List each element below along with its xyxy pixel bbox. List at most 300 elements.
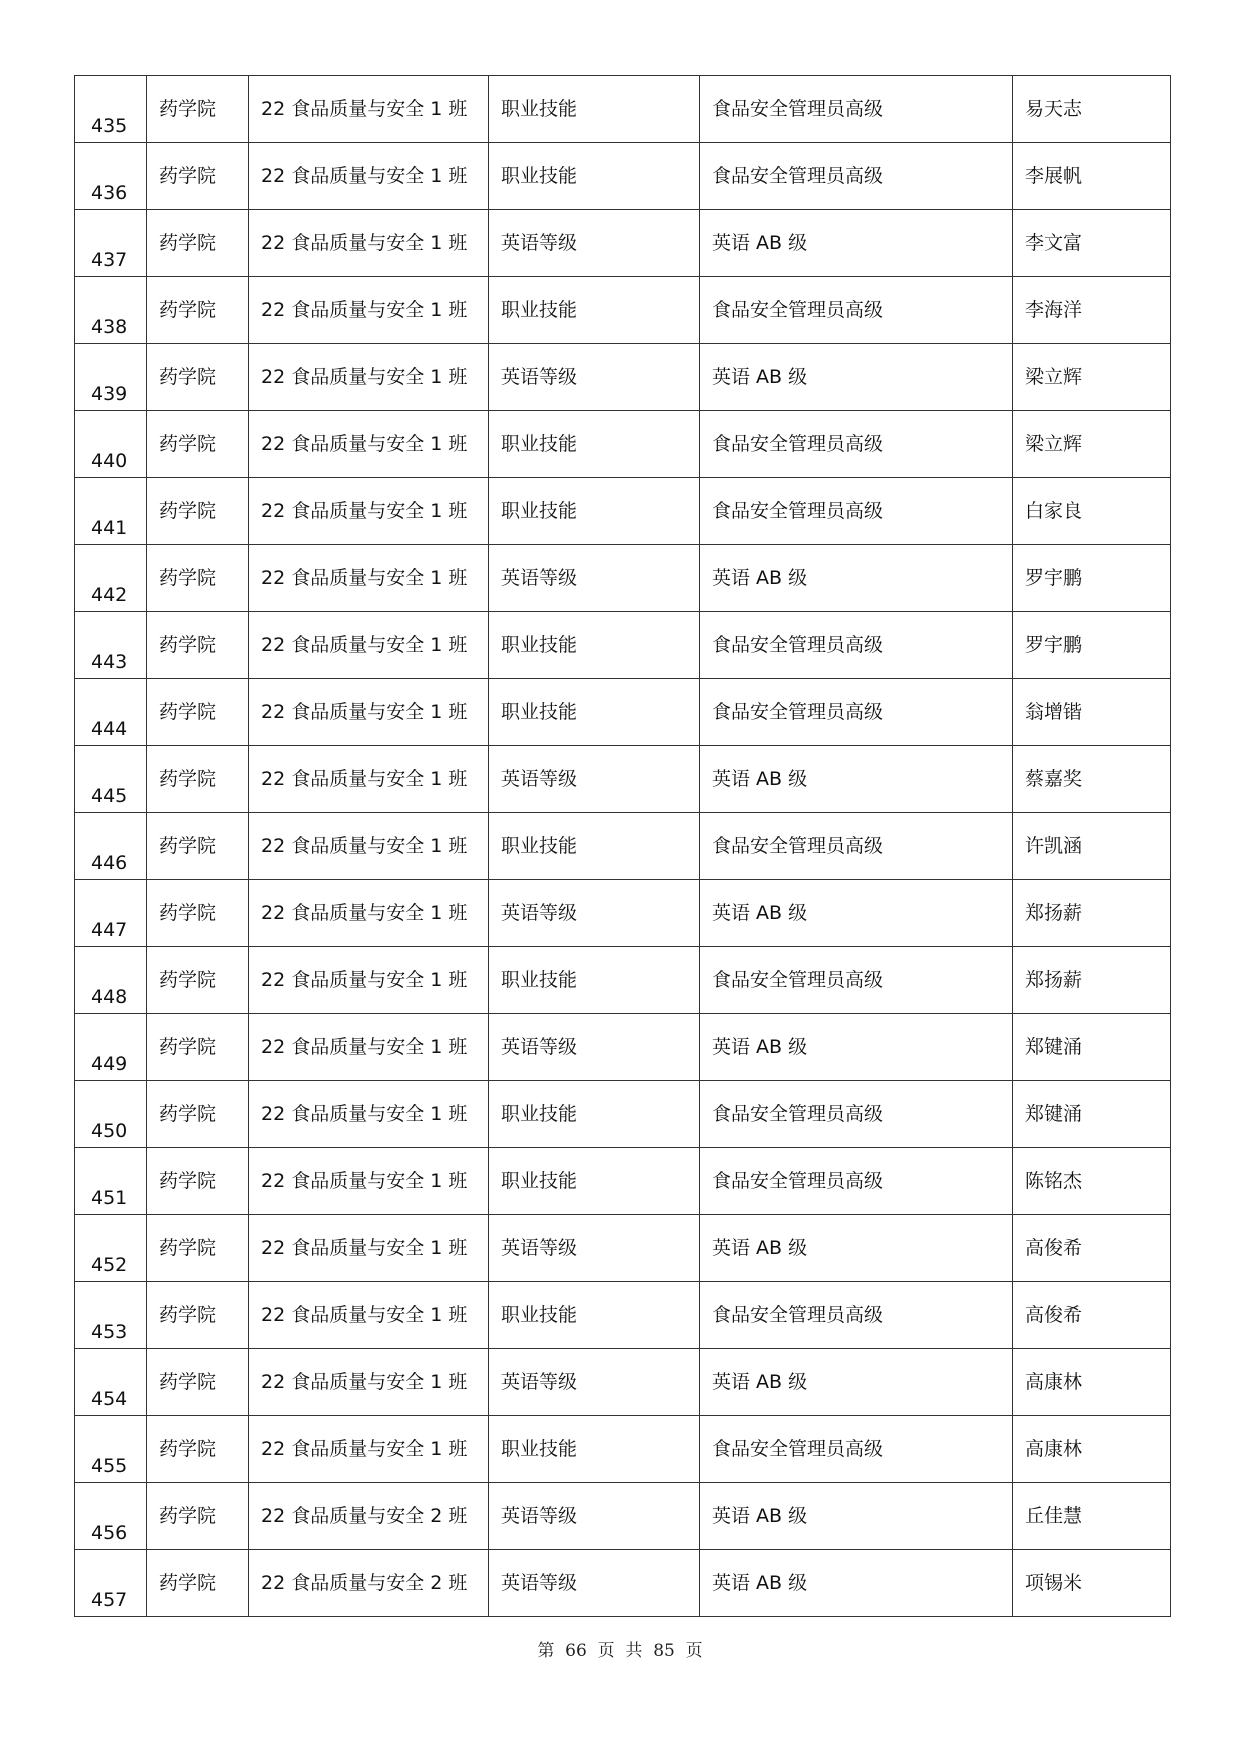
cell-college (147, 545, 249, 612)
cell-college-text: 药学院 (159, 232, 217, 254)
cell-category (489, 411, 700, 478)
cell-college-text: 药学院 (159, 969, 217, 991)
cell-class (249, 679, 489, 746)
cell-row-number-text: 446 (91, 852, 128, 874)
table-row (75, 210, 1171, 277)
table-row (75, 411, 1171, 478)
cell-row-number-text: 442 (91, 584, 128, 606)
cell-college-text: 药学院 (159, 299, 217, 321)
cell-certificate (700, 1349, 1013, 1416)
cell-student-name (1013, 1349, 1171, 1416)
cell-student-name-text: 高康林 (1025, 1438, 1083, 1460)
roster-sheet (74, 75, 1170, 1617)
cell-student-name (1013, 813, 1171, 880)
cell-student-name-text: 陈铭杰 (1025, 1170, 1083, 1192)
cell-certificate-text: 食品安全管理员高级 (712, 299, 884, 321)
cell-certificate (700, 1215, 1013, 1282)
cell-class-text: 22 食品质量与安全 1 班 (261, 299, 468, 321)
cell-certificate-text: 英语 AB 级 (712, 232, 808, 254)
cell-category (489, 947, 700, 1014)
cell-class (249, 277, 489, 344)
cell-college (147, 1014, 249, 1081)
cell-row-number-text: 457 (91, 1589, 128, 1611)
cell-class-text: 22 食品质量与安全 1 班 (261, 1036, 468, 1058)
cell-certificate-text: 食品安全管理员高级 (712, 969, 884, 991)
table-row (75, 1215, 1171, 1282)
cell-student-name-text: 李展帆 (1025, 165, 1083, 187)
cell-category (489, 679, 700, 746)
cell-college-text: 药学院 (159, 500, 217, 522)
cell-certificate (700, 1483, 1013, 1550)
cell-college (147, 746, 249, 813)
cell-college (147, 612, 249, 679)
cell-student-name (1013, 612, 1171, 679)
cell-college-text: 药学院 (159, 1103, 217, 1125)
cell-row-number (75, 1081, 147, 1148)
cell-certificate-text: 英语 AB 级 (712, 768, 808, 790)
cell-certificate (700, 1550, 1013, 1617)
table-row (75, 612, 1171, 679)
cell-college-text: 药学院 (159, 1036, 217, 1058)
cell-row-number-text: 441 (91, 517, 128, 539)
cell-student-name (1013, 411, 1171, 478)
cell-row-number (75, 411, 147, 478)
cell-category (489, 143, 700, 210)
cell-class (249, 210, 489, 277)
cell-class-text: 22 食品质量与安全 2 班 (261, 1572, 468, 1594)
cell-college (147, 277, 249, 344)
cell-class-text: 22 食品质量与安全 1 班 (261, 768, 468, 790)
cell-student-name-text: 高俊希 (1025, 1304, 1083, 1326)
cell-category (489, 210, 700, 277)
cell-category (489, 1349, 700, 1416)
cell-category-text: 英语等级 (501, 768, 578, 790)
cell-student-name-text: 罗宇鹏 (1025, 634, 1083, 656)
cell-category (489, 1550, 700, 1617)
cell-student-name (1013, 143, 1171, 210)
cell-category-text: 职业技能 (501, 98, 578, 120)
cell-certificate (700, 143, 1013, 210)
cell-college (147, 1081, 249, 1148)
cell-class-text: 22 食品质量与安全 1 班 (261, 567, 468, 589)
cell-class (249, 1148, 489, 1215)
cell-category (489, 612, 700, 679)
cell-class (249, 612, 489, 679)
cell-class (249, 545, 489, 612)
cell-category-text: 职业技能 (501, 1438, 578, 1460)
cell-class-text: 22 食品质量与安全 1 班 (261, 1170, 468, 1192)
table-row (75, 143, 1171, 210)
cell-certificate-text: 食品安全管理员高级 (712, 500, 884, 522)
cell-category (489, 545, 700, 612)
cell-row-number-text: 449 (91, 1053, 128, 1075)
cell-college (147, 1483, 249, 1550)
cell-row-number (75, 1349, 147, 1416)
cell-row-number (75, 277, 147, 344)
table-row (75, 1416, 1171, 1483)
cell-class-text: 22 食品质量与安全 1 班 (261, 634, 468, 656)
cell-college-text: 药学院 (159, 366, 217, 388)
cell-student-name-text: 高康林 (1025, 1371, 1083, 1393)
cell-college-text: 药学院 (159, 1371, 217, 1393)
cell-college-text: 药学院 (159, 98, 217, 120)
cell-student-name-text: 白家良 (1025, 500, 1083, 522)
cell-student-name-text: 郑键涌 (1025, 1103, 1083, 1125)
cell-row-number (75, 76, 147, 143)
cell-category (489, 1416, 700, 1483)
table-row (75, 679, 1171, 746)
table-row (75, 1349, 1171, 1416)
cell-college (147, 76, 249, 143)
table-body (75, 76, 1171, 1617)
cell-certificate (700, 880, 1013, 947)
cell-row-number (75, 545, 147, 612)
cell-class-text: 22 食品质量与安全 1 班 (261, 366, 468, 388)
cell-certificate (700, 411, 1013, 478)
cell-row-number (75, 1550, 147, 1617)
table-row (75, 813, 1171, 880)
cell-student-name-text: 丘佳慧 (1025, 1505, 1083, 1527)
cell-category-text: 英语等级 (501, 1371, 578, 1393)
cell-certificate-text: 食品安全管理员高级 (712, 433, 884, 455)
cell-class (249, 813, 489, 880)
cell-student-name-text: 梁立辉 (1025, 433, 1083, 455)
cell-class-text: 22 食品质量与安全 1 班 (261, 1371, 468, 1393)
cell-certificate (700, 210, 1013, 277)
cell-certificate-text: 食品安全管理员高级 (712, 835, 884, 857)
cell-row-number (75, 612, 147, 679)
cell-category-text: 职业技能 (501, 835, 578, 857)
cell-row-number-text: 435 (91, 115, 128, 137)
cell-certificate (700, 1081, 1013, 1148)
cell-certificate (700, 1416, 1013, 1483)
cell-college (147, 1349, 249, 1416)
cell-student-name (1013, 545, 1171, 612)
cell-student-name-text: 易天志 (1025, 98, 1083, 120)
cell-row-number (75, 746, 147, 813)
cell-row-number-text: 447 (91, 919, 128, 941)
cell-category-text: 英语等级 (501, 1572, 578, 1594)
cell-student-name (1013, 76, 1171, 143)
cell-row-number (75, 478, 147, 545)
page-footer (0, 1636, 1240, 1661)
cell-class-text: 22 食品质量与安全 1 班 (261, 1237, 468, 1259)
cell-class-text: 22 食品质量与安全 1 班 (261, 1304, 468, 1326)
cell-class-text: 22 食品质量与安全 1 班 (261, 98, 468, 120)
cell-category-text: 职业技能 (501, 299, 578, 321)
cell-row-number-text: 444 (91, 718, 128, 740)
cell-row-number-text: 456 (91, 1522, 128, 1544)
cell-certificate (700, 277, 1013, 344)
cell-row-number (75, 679, 147, 746)
cell-class (249, 1014, 489, 1081)
cell-student-name-text: 蔡嘉奖 (1025, 768, 1083, 790)
cell-class-text: 22 食品质量与安全 1 班 (261, 1103, 468, 1125)
cell-certificate-text: 英语 AB 级 (712, 1036, 808, 1058)
cell-class (249, 746, 489, 813)
cell-student-name (1013, 478, 1171, 545)
cell-college (147, 344, 249, 411)
cell-college (147, 1215, 249, 1282)
cell-student-name-text: 梁立辉 (1025, 366, 1083, 388)
cell-category (489, 1483, 700, 1550)
table-row (75, 880, 1171, 947)
cell-row-number (75, 1014, 147, 1081)
cell-class (249, 1349, 489, 1416)
cell-college (147, 143, 249, 210)
cell-class (249, 1416, 489, 1483)
cell-college-text: 药学院 (159, 768, 217, 790)
cell-category-text: 职业技能 (501, 1103, 578, 1125)
cell-student-name (1013, 1550, 1171, 1617)
cell-row-number-text: 455 (91, 1455, 128, 1477)
cell-college (147, 679, 249, 746)
cell-row-number-text: 438 (91, 316, 128, 338)
cell-row-number-text: 448 (91, 986, 128, 1008)
cell-row-number (75, 143, 147, 210)
cell-category-text: 英语等级 (501, 1237, 578, 1259)
cell-class (249, 411, 489, 478)
cell-certificate-text: 英语 AB 级 (712, 366, 808, 388)
cell-college (147, 210, 249, 277)
cell-row-number-text: 440 (91, 450, 128, 472)
cell-student-name-text: 项锡米 (1025, 1572, 1083, 1594)
cell-certificate (700, 746, 1013, 813)
cell-student-name (1013, 210, 1171, 277)
cell-row-number-text: 450 (91, 1120, 128, 1142)
cell-category-text: 英语等级 (501, 366, 578, 388)
cell-student-name-text: 李海洋 (1025, 299, 1083, 321)
cell-category (489, 813, 700, 880)
cell-college-text: 药学院 (159, 902, 217, 924)
table-row (75, 1483, 1171, 1550)
cell-certificate-text: 英语 AB 级 (712, 902, 808, 924)
cell-category (489, 344, 700, 411)
cell-certificate (700, 947, 1013, 1014)
cell-row-number-text: 437 (91, 249, 128, 271)
cell-class (249, 1282, 489, 1349)
cell-college-text: 药学院 (159, 1438, 217, 1460)
cell-class (249, 1550, 489, 1617)
cell-student-name (1013, 1483, 1171, 1550)
cell-college (147, 1282, 249, 1349)
cell-class (249, 947, 489, 1014)
table-row (75, 1550, 1171, 1617)
cell-class-text: 22 食品质量与安全 1 班 (261, 1438, 468, 1460)
cell-category-text: 职业技能 (501, 1304, 578, 1326)
cell-college (147, 813, 249, 880)
cell-class-text: 22 食品质量与安全 1 班 (261, 165, 468, 187)
cell-student-name (1013, 1148, 1171, 1215)
cell-student-name (1013, 1215, 1171, 1282)
cell-college (147, 880, 249, 947)
cell-student-name-text: 郑键涌 (1025, 1036, 1083, 1058)
cell-college-text: 药学院 (159, 701, 217, 723)
cell-certificate (700, 76, 1013, 143)
cell-certificate-text: 食品安全管理员高级 (712, 634, 884, 656)
cell-category-text: 职业技能 (501, 165, 578, 187)
cell-category-text: 职业技能 (501, 969, 578, 991)
cell-college-text: 药学院 (159, 835, 217, 857)
cell-certificate-text: 食品安全管理员高级 (712, 165, 884, 187)
cell-class (249, 1483, 489, 1550)
cell-row-number-text: 451 (91, 1187, 128, 1209)
cell-college (147, 478, 249, 545)
cell-student-name (1013, 1282, 1171, 1349)
cell-certificate (700, 478, 1013, 545)
certificate-roster-table (74, 75, 1171, 1617)
cell-row-number (75, 1282, 147, 1349)
cell-certificate-text: 食品安全管理员高级 (712, 98, 884, 120)
cell-certificate (700, 545, 1013, 612)
cell-class (249, 1081, 489, 1148)
cell-class-text: 22 食品质量与安全 1 班 (261, 232, 468, 254)
cell-student-name (1013, 1081, 1171, 1148)
table-row (75, 1148, 1171, 1215)
cell-category-text: 职业技能 (501, 433, 578, 455)
cell-college (147, 1148, 249, 1215)
cell-college-text: 药学院 (159, 567, 217, 589)
cell-category-text: 职业技能 (501, 500, 578, 522)
cell-category (489, 76, 700, 143)
cell-college (147, 411, 249, 478)
table-row (75, 1014, 1171, 1081)
cell-certificate-text: 英语 AB 级 (712, 1237, 808, 1259)
cell-class-text: 22 食品质量与安全 1 班 (261, 835, 468, 857)
cell-category (489, 1215, 700, 1282)
cell-class-text: 22 食品质量与安全 1 班 (261, 433, 468, 455)
cell-class (249, 344, 489, 411)
cell-college (147, 1416, 249, 1483)
cell-certificate-text: 英语 AB 级 (712, 567, 808, 589)
cell-category (489, 1148, 700, 1215)
cell-class-text: 22 食品质量与安全 1 班 (261, 902, 468, 924)
cell-certificate-text: 食品安全管理员高级 (712, 1304, 884, 1326)
cell-category (489, 746, 700, 813)
cell-class-text: 22 食品质量与安全 2 班 (261, 1505, 468, 1527)
cell-certificate (700, 813, 1013, 880)
cell-college-text: 药学院 (159, 165, 217, 187)
cell-row-number (75, 1483, 147, 1550)
cell-category-text: 英语等级 (501, 902, 578, 924)
cell-category (489, 1081, 700, 1148)
cell-row-number-text: 445 (91, 785, 128, 807)
cell-college-text: 药学院 (159, 1170, 217, 1192)
cell-student-name-text: 郑扬薪 (1025, 969, 1083, 991)
cell-row-number (75, 947, 147, 1014)
cell-college (147, 1550, 249, 1617)
cell-certificate-text: 食品安全管理员高级 (712, 1438, 884, 1460)
cell-category (489, 478, 700, 545)
cell-category-text: 职业技能 (501, 634, 578, 656)
cell-row-number-text: 439 (91, 383, 128, 405)
cell-student-name (1013, 344, 1171, 411)
cell-row-number (75, 1416, 147, 1483)
cell-college-text: 药学院 (159, 433, 217, 455)
cell-student-name (1013, 746, 1171, 813)
cell-class-text: 22 食品质量与安全 1 班 (261, 500, 468, 522)
cell-row-number-text: 452 (91, 1254, 128, 1276)
cell-class (249, 478, 489, 545)
cell-student-name-text: 郑扬薪 (1025, 902, 1083, 924)
cell-certificate (700, 1148, 1013, 1215)
cell-student-name-text: 许凯涵 (1025, 835, 1083, 857)
table-row (75, 746, 1171, 813)
cell-row-number-text: 453 (91, 1321, 128, 1343)
cell-category (489, 1014, 700, 1081)
table-row (75, 76, 1171, 143)
cell-category-text: 英语等级 (501, 1036, 578, 1058)
cell-student-name-text: 高俊希 (1025, 1237, 1083, 1259)
cell-class (249, 143, 489, 210)
cell-category-text: 职业技能 (501, 701, 578, 723)
cell-row-number-text: 454 (91, 1388, 128, 1410)
cell-class (249, 1215, 489, 1282)
cell-class (249, 880, 489, 947)
cell-category (489, 1282, 700, 1349)
cell-college (147, 947, 249, 1014)
cell-certificate-text: 英语 AB 级 (712, 1572, 808, 1594)
cell-student-name (1013, 947, 1171, 1014)
cell-row-number (75, 344, 147, 411)
cell-class-text: 22 食品质量与安全 1 班 (261, 969, 468, 991)
cell-certificate (700, 1282, 1013, 1349)
page-number: 第 66 页 共 85 页 (537, 1641, 703, 1661)
table-row (75, 1282, 1171, 1349)
cell-certificate-text: 英语 AB 级 (712, 1371, 808, 1393)
table-row (75, 1081, 1171, 1148)
cell-row-number (75, 1148, 147, 1215)
cell-category (489, 277, 700, 344)
cell-student-name (1013, 679, 1171, 746)
cell-category-text: 职业技能 (501, 1170, 578, 1192)
cell-college-text: 药学院 (159, 1572, 217, 1594)
cell-row-number-text: 436 (91, 182, 128, 204)
cell-college-text: 药学院 (159, 1505, 217, 1527)
cell-certificate (700, 344, 1013, 411)
cell-student-name (1013, 1416, 1171, 1483)
cell-certificate-text: 食品安全管理员高级 (712, 1170, 884, 1192)
cell-category (489, 880, 700, 947)
table-row (75, 545, 1171, 612)
cell-student-name (1013, 880, 1171, 947)
cell-category-text: 英语等级 (501, 567, 578, 589)
cell-student-name-text: 李文富 (1025, 232, 1083, 254)
cell-row-number-text: 443 (91, 651, 128, 673)
cell-student-name-text: 罗宇鹏 (1025, 567, 1083, 589)
table-row (75, 947, 1171, 1014)
table-row (75, 277, 1171, 344)
cell-class-text: 22 食品质量与安全 1 班 (261, 701, 468, 723)
cell-row-number (75, 1215, 147, 1282)
cell-row-number (75, 210, 147, 277)
cell-student-name (1013, 277, 1171, 344)
cell-row-number (75, 880, 147, 947)
table-row (75, 478, 1171, 545)
cell-category-text: 英语等级 (501, 1505, 578, 1527)
cell-certificate (700, 679, 1013, 746)
cell-student-name-text: 翁增锴 (1025, 701, 1083, 723)
cell-certificate-text: 英语 AB 级 (712, 1505, 808, 1527)
cell-student-name (1013, 1014, 1171, 1081)
cell-college-text: 药学院 (159, 1237, 217, 1259)
cell-certificate-text: 食品安全管理员高级 (712, 1103, 884, 1125)
cell-class (249, 76, 489, 143)
table-row (75, 344, 1171, 411)
cell-college-text: 药学院 (159, 634, 217, 656)
cell-category-text: 英语等级 (501, 232, 578, 254)
cell-certificate (700, 1014, 1013, 1081)
